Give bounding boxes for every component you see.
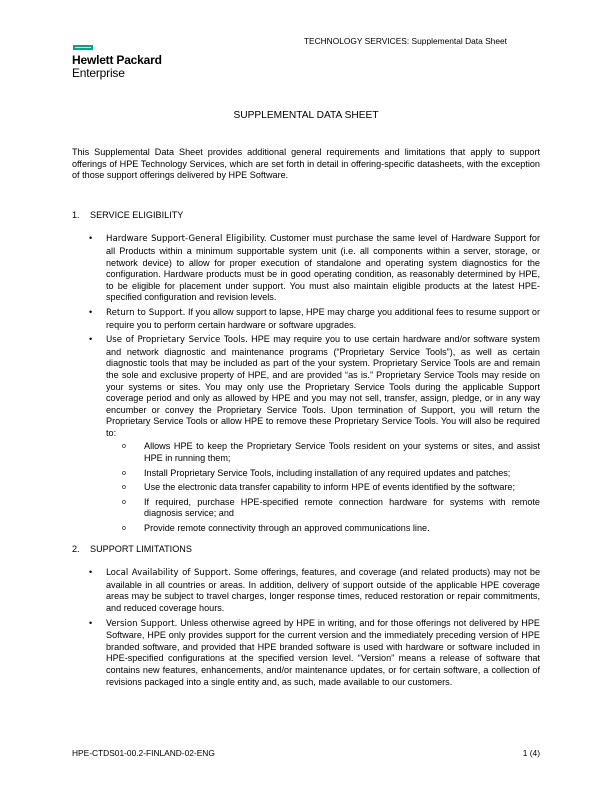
logo-line-1: Hewlett Packard	[72, 53, 162, 67]
sub-list-item: o Install Proprietary Service Tools, including installation of any required updates and patches;	[144, 468, 540, 480]
list-item	[106, 334, 540, 535]
list-item	[106, 307, 540, 331]
section-title: SUPPORT LIMITATIONS	[90, 543, 192, 554]
section-number: 2.	[72, 543, 80, 554]
item-text: If you allow support to lapse, HPE may charge you additional fees to resume support or require you to perform certain hardware or software upgrades.	[106, 306, 540, 330]
sub-list	[106, 441, 540, 534]
item-text: Unless otherwise agreed by HPE in writing, and for those offerings not delivered by HPE Software, HPE only provides support for the current version and the immediately preceding version of HPE branded software, and provided that HPE branded software is used with hardware or software included in HPE-specified configurations at the specified version level. “Version” means a release of software that contains new features, enhancements, and/or maintenance updates, or for certain software, a collection of revisions packaged into a single entity and, as such, made available to our customers.	[106, 617, 540, 687]
sub-list-item: o If required, purchase HPE-specified remote connection hardware for systems with remote diagnosis service; and	[144, 497, 540, 520]
section-title: SERVICE ELIGIBILITY	[90, 209, 184, 220]
item-term: Hardware Support-General Eligibility.	[106, 234, 267, 245]
document-body	[72, 147, 540, 697]
running-header: TECHNOLOGY SERVICES: Supplemental Data Sheet	[303, 36, 507, 46]
sub-list-item: o Allows HPE to keep the Proprietary Service Tools resident on your systems or sites, and assist HPE in running them;	[144, 441, 540, 464]
list-item	[106, 618, 540, 689]
footer-document-id: HPE-CTDS01-00.2-FINLAND-02-ENG	[72, 748, 215, 758]
sub-list-item: o Provide remote connectivity through an approved communications line.	[144, 523, 540, 535]
section-heading-support-limitations	[72, 544, 540, 556]
logo-line-2: Enterprise	[72, 65, 125, 80]
section-number: 1.	[72, 209, 80, 220]
bullet-list	[72, 567, 540, 688]
hpe-logo	[72, 45, 162, 79]
logo-rectangle-icon	[73, 45, 93, 50]
item-term: Use of Proprietary Service Tools.	[106, 335, 248, 346]
item-text: Some offerings, features, and coverage (and related products) may not be available in all countries or areas. In addition, delivery of support outside of the applicable HPE coverage areas may be subject to travel charges, longer response times, reduced restoration or repair commitments, and reduced coverage hours.	[106, 567, 541, 613]
intro-paragraph: This Supplemental Data Sheet provides additional general requirements and limitations that apply to support offerings of HPE Technology Services, which are set forth in detail in offering-specific datasheets, with the exception of those support offerings delivered by HPE Software.	[72, 147, 540, 181]
document-title: SUPPLEMENTAL DATA SHEET	[233, 110, 379, 121]
bullet-list	[72, 233, 540, 534]
list-item	[106, 567, 540, 614]
footer-page-number: 1 (4)	[522, 748, 540, 758]
item-text: Customer must purchase the same level of Hardware Support for all Products within a minimum supportable system unit (i.e. all components within a server, storage, or network device) to allow for proper execution of standalone and operating system diagnostics for the configuration. Hardware products must be in good operating condition, as reasonably determined by HPE, to be eligible for placement under support. You must also maintain eligible products at the latest HPE-specified configuration and revision levels.	[106, 233, 540, 303]
section-heading-service-eligibility	[72, 210, 540, 222]
list-item	[106, 233, 540, 304]
sub-list-item: o Use the electronic data transfer capability to inform HPE of events identified by the software;	[144, 482, 540, 494]
item-term: Return to Support.	[106, 307, 186, 318]
item-text: HPE may require you to use certain hardware and/or software system and network diagnostic and maintenance programs (“Proprietary Service Tools”), as well as certain diagnostic tools that may be included as part of the your system. Proprietary Service Tools are and remain the sole and exclusive property of HPE, and are provided “as is.” Proprietary Service Tools may reside on your systems or sites. You may only use the Proprietary Service Tools during the applicable Support coverage period and only as allowed by HPE and you may not sell, transfer, assign, pledge, or in any way encumber or convey the Proprietary Service Tools. Upon termination of Support, you will return the Proprietary Service Tools or allow HPE to remove these Proprietary Service Tools. You will also be required to:	[106, 334, 540, 438]
item-term: Version Support.	[106, 618, 178, 629]
item-term: Local Availability of Support.	[106, 568, 231, 579]
